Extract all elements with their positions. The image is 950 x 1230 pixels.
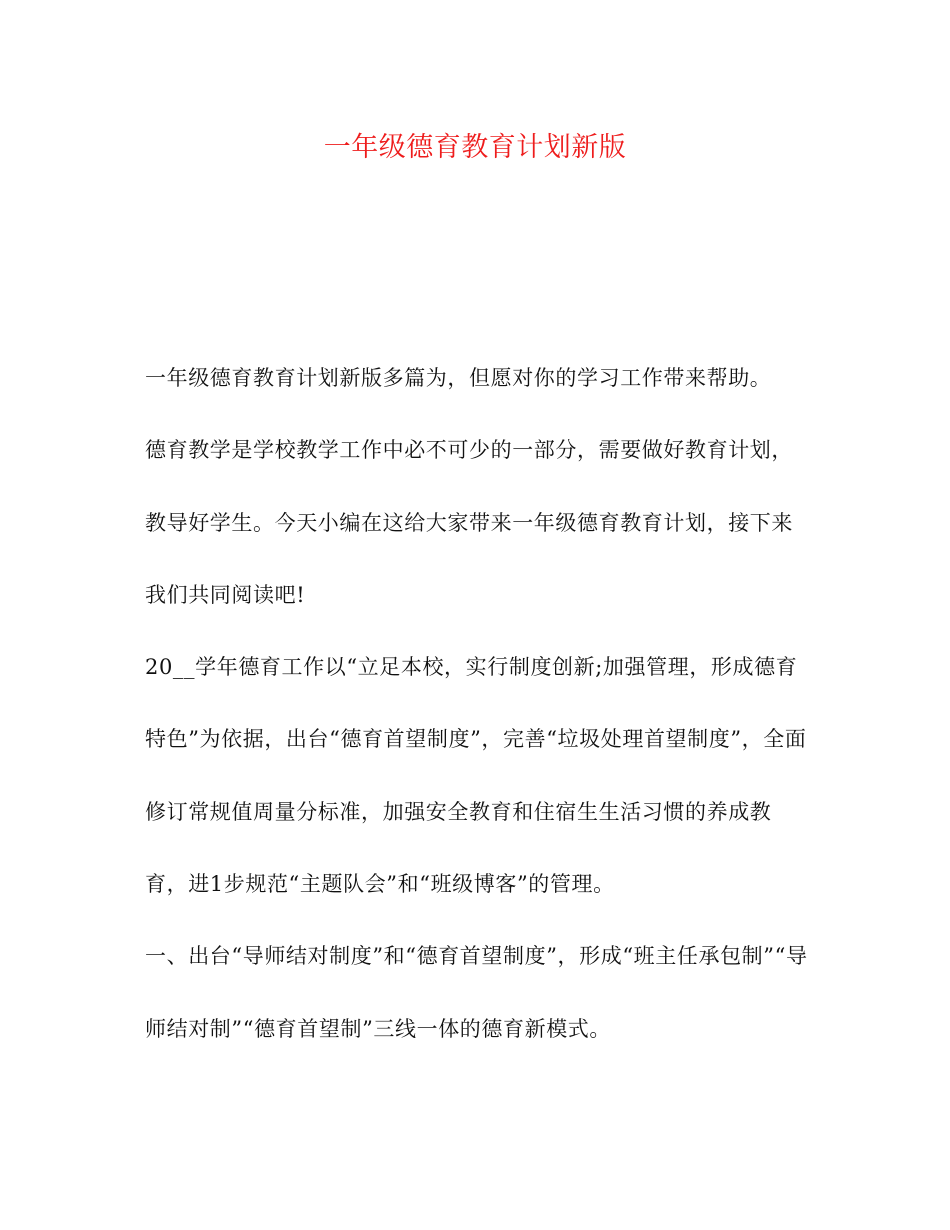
paragraph-line: 一年级德育教育计划新版多篇为，但愿对你的学习工作带来帮助。 xyxy=(145,366,772,390)
paragraph-line: 育，进1步规范“主题队会”和“班级博客”的管理。 xyxy=(145,872,615,897)
document-body xyxy=(145,358,810,1081)
paragraph-line: 德育教学是学校教学工作中必不可少的一部分，需要做好教育计划， xyxy=(145,438,793,463)
paragraph-line: 20__学年德育工作以“立足本校，实行制度创新;加强管理，形成德育 xyxy=(145,655,798,680)
document-title: 一年级德育教育计划新版 xyxy=(323,132,627,163)
paragraph-line: 修订常规值周量分标准，加强安全教育和住宿生生活习惯的养成教 xyxy=(145,799,772,824)
paragraph-line: 一、出台“导师结对制度”和“德育首望制度”，形成“班主任承包制”“导 xyxy=(145,944,808,969)
paragraph-line: 我们共同阅读吧! xyxy=(145,582,306,607)
paragraph-line: 教导好学生。今天小编在这给大家带来一年级德育教育计划，接下来 xyxy=(145,510,793,535)
paragraph-line: 师结对制”“德育首望制”三线一体的德育新模式。 xyxy=(145,1016,612,1041)
paragraph-line: 特色”为依据，出台“德育首望制度”，完善“垃圾处理首望制度”，全面 xyxy=(145,727,807,752)
